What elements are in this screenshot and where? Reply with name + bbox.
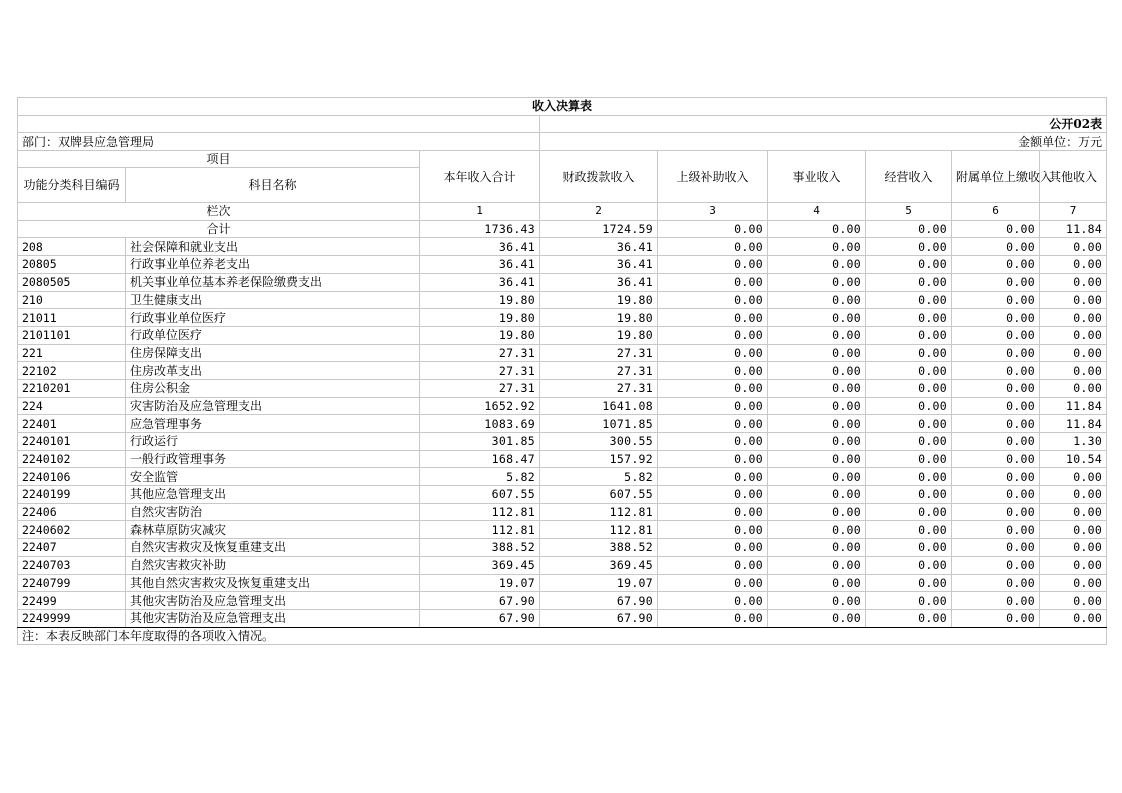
total-value: 1724.59 [540,220,658,238]
amount-cell: 67.90 [540,592,658,610]
amount-cell: 0.00 [952,291,1040,309]
amount-cell: 0.00 [768,291,866,309]
amount-cell: 0.00 [768,609,866,627]
amount-cell: 67.90 [540,609,658,627]
amount-cell: 27.31 [420,379,540,397]
amount-cell: 0.00 [952,521,1040,539]
column-index: 1 [420,203,540,221]
header-other-income: 其他收入 [1040,151,1107,203]
function-code-cell: 210 [18,291,126,309]
amount-cell: 0.00 [658,539,768,557]
amount-cell: 388.52 [420,539,540,557]
amount-cell: 0.00 [768,556,866,574]
subject-name-cell: 其他灾害防治及应急管理支出 [126,592,420,610]
amount-cell: 0.00 [768,362,866,380]
subject-name-cell: 行政事业单位养老支出 [126,256,420,274]
amount-cell: 0.00 [768,521,866,539]
form-code: 公开02表 [540,115,1107,133]
total-value: 0.00 [768,220,866,238]
column-index: 7 [1040,203,1107,221]
amount-cell: 0.00 [952,503,1040,521]
function-code-cell: 2240101 [18,433,126,451]
amount-cell: 0.00 [658,379,768,397]
amount-cell: 0.00 [866,362,952,380]
amount-cell: 0.00 [1040,291,1107,309]
function-code-cell: 2240799 [18,574,126,592]
amount-cell: 0.00 [768,539,866,557]
table-row [18,503,1107,521]
subject-name-cell: 社会保障和就业支出 [126,238,420,256]
table-row [18,397,1107,415]
subject-name-cell: 行政事业单位医疗 [126,309,420,327]
function-code-cell: 22499 [18,592,126,610]
amount-cell: 0.00 [658,291,768,309]
amount-cell: 0.00 [952,450,1040,468]
amount-cell: 0.00 [866,344,952,362]
amount-cell: 0.00 [768,574,866,592]
amount-cell: 0.00 [658,486,768,504]
amount-cell: 0.00 [768,379,866,397]
amount-cell: 0.00 [866,450,952,468]
amount-cell: 0.00 [952,433,1040,451]
total-label: 合计 [18,220,420,238]
amount-cell: 0.00 [952,415,1040,433]
amount-cell: 10.54 [1040,450,1107,468]
income-final-accounts-table [17,97,1107,645]
amount-cell: 36.41 [420,256,540,274]
amount-cell: 0.00 [866,256,952,274]
table-row [18,238,1107,256]
table-row [18,574,1107,592]
amount-cell: 19.80 [540,309,658,327]
header-fiscal-appropriation: 财政拨款收入 [540,151,658,203]
subject-name-cell: 机关事业单位基本养老保险缴费支出 [126,273,420,291]
subject-name-cell: 住房改革支出 [126,362,420,380]
amount-cell: 0.00 [1040,503,1107,521]
amount-cell: 0.00 [952,238,1040,256]
amount-cell: 1641.08 [540,397,658,415]
amount-cell: 0.00 [658,238,768,256]
amount-cell: 0.00 [952,556,1040,574]
header-total-income: 本年收入合计 [420,151,540,203]
amount-cell: 0.00 [658,273,768,291]
table-row [18,273,1107,291]
amount-cell: 0.00 [1040,273,1107,291]
amount-cell: 0.00 [866,433,952,451]
amount-cell: 19.80 [420,291,540,309]
amount-cell: 0.00 [866,521,952,539]
amount-cell: 0.00 [658,397,768,415]
function-code-cell: 224 [18,397,126,415]
amount-cell: 0.00 [658,574,768,592]
amount-cell: 0.00 [866,397,952,415]
column-index: 6 [952,203,1040,221]
function-code-cell: 2249999 [18,609,126,627]
header-function-code: 功能分类科目编码 [18,168,126,203]
amount-cell: 19.80 [420,309,540,327]
table-row [18,433,1107,451]
amount-cell: 0.00 [658,344,768,362]
amount-cell: 0.00 [952,326,1040,344]
amount-cell: 0.00 [658,521,768,539]
subject-name-cell: 安全监管 [126,468,420,486]
amount-cell: 0.00 [866,415,952,433]
amount-cell: 0.00 [658,326,768,344]
table-row [18,379,1107,397]
table-row [18,609,1107,627]
amount-cell: 0.00 [952,344,1040,362]
function-code-cell: 21011 [18,309,126,327]
amount-cell: 36.41 [540,238,658,256]
amount-cell: 112.81 [540,521,658,539]
amount-cell: 11.84 [1040,415,1107,433]
column-index: 5 [866,203,952,221]
amount-cell: 0.00 [866,468,952,486]
total-row [18,220,1107,238]
function-code-cell: 2240602 [18,521,126,539]
total-value: 0.00 [658,220,768,238]
amount-cell: 67.90 [420,592,540,610]
amount-cell: 19.07 [540,574,658,592]
header-business-income: 事业收入 [768,151,866,203]
table-row [18,362,1107,380]
amount-cell: 0.00 [866,503,952,521]
amount-cell: 0.00 [658,592,768,610]
amount-cell: 27.31 [540,362,658,380]
subject-name-cell: 其他灾害防治及应急管理支出 [126,609,420,627]
amount-cell: 112.81 [420,521,540,539]
amount-cell: 0.00 [952,468,1040,486]
column-index: 4 [768,203,866,221]
column-index: 2 [540,203,658,221]
amount-cell: 11.84 [1040,397,1107,415]
amount-cell: 607.55 [540,486,658,504]
subject-name-cell: 自然灾害救灾及恢复重建支出 [126,539,420,557]
amount-cell: 19.80 [540,326,658,344]
total-value: 0.00 [866,220,952,238]
function-code-cell: 2240102 [18,450,126,468]
amount-cell: 0.00 [768,415,866,433]
table-row [18,521,1107,539]
amount-cell: 0.00 [658,256,768,274]
amount-cell: 112.81 [420,503,540,521]
amount-cell: 36.41 [540,273,658,291]
amount-cell: 157.92 [540,450,658,468]
amount-cell: 0.00 [1040,344,1107,362]
amount-cell: 1652.92 [420,397,540,415]
amount-cell: 0.00 [658,433,768,451]
subject-name-cell: 自然灾害救灾补助 [126,556,420,574]
amount-cell: 301.85 [420,433,540,451]
department-label: 部门：双牌县应急管理局 [18,133,540,151]
amount-cell: 0.00 [658,362,768,380]
amount-cell: 0.00 [866,539,952,557]
amount-cell: 0.00 [1040,468,1107,486]
table-row [18,291,1107,309]
function-code-cell: 22407 [18,539,126,557]
table-row [18,256,1107,274]
amount-cell: 0.00 [1040,362,1107,380]
subject-name-cell: 森林草原防灾减灾 [126,521,420,539]
table-title: 收入决算表 [18,98,1107,116]
subject-name-cell: 应急管理事务 [126,415,420,433]
amount-cell: 0.00 [658,309,768,327]
amount-cell: 0.00 [866,326,952,344]
amount-cell: 0.00 [768,273,866,291]
amount-cell: 0.00 [952,592,1040,610]
table-row [18,309,1107,327]
amount-cell: 0.00 [1040,574,1107,592]
amount-cell: 0.00 [1040,309,1107,327]
amount-cell: 0.00 [952,397,1040,415]
amount-cell: 0.00 [866,379,952,397]
amount-cell: 0.00 [866,273,952,291]
table-row [18,486,1107,504]
amount-cell: 27.31 [540,379,658,397]
function-code-cell: 221 [18,344,126,362]
table-row [18,415,1107,433]
amount-cell: 0.00 [952,379,1040,397]
amount-cell: 0.00 [768,503,866,521]
function-code-cell: 2240703 [18,556,126,574]
amount-cell: 5.82 [540,468,658,486]
function-code-cell: 22406 [18,503,126,521]
amount-cell: 0.00 [1040,256,1107,274]
header-superior-subsidy: 上级补助收入 [658,151,768,203]
table-row [18,592,1107,610]
subject-name-cell: 住房保障支出 [126,344,420,362]
subject-name-cell: 行政单位医疗 [126,326,420,344]
amount-cell: 0.00 [1040,379,1107,397]
amount-cell: 5.82 [420,468,540,486]
total-value: 0.00 [952,220,1040,238]
amount-cell: 0.00 [866,574,952,592]
amount-cell: 0.00 [1040,539,1107,557]
amount-cell: 0.00 [952,574,1040,592]
amount-cell: 0.00 [658,415,768,433]
amount-cell: 67.90 [420,609,540,627]
table-note: 注：本表反映部门本年度取得的各项收入情况。 [18,627,1107,645]
function-code-cell: 208 [18,238,126,256]
amount-cell: 19.80 [420,326,540,344]
amount-cell: 369.45 [540,556,658,574]
amount-cell: 0.00 [658,503,768,521]
amount-cell: 0.00 [1040,521,1107,539]
amount-cell: 19.80 [540,291,658,309]
function-code-cell: 2080505 [18,273,126,291]
table-row [18,450,1107,468]
table-row [18,556,1107,574]
amount-cell: 0.00 [952,273,1040,291]
amount-cell: 0.00 [866,291,952,309]
table-row [18,468,1107,486]
amount-cell: 0.00 [866,486,952,504]
amount-cell: 36.41 [540,256,658,274]
function-code-cell: 22102 [18,362,126,380]
function-code-cell: 22401 [18,415,126,433]
amount-cell: 1.30 [1040,433,1107,451]
amount-cell: 0.00 [1040,609,1107,627]
amount-cell: 0.00 [866,238,952,256]
amount-cell: 300.55 [540,433,658,451]
subject-name-cell: 自然灾害防治 [126,503,420,521]
amount-cell: 168.47 [420,450,540,468]
amount-cell: 388.52 [540,539,658,557]
amount-cell: 27.31 [420,344,540,362]
amount-cell: 112.81 [540,503,658,521]
header-item: 项目 [18,151,420,168]
amount-cell: 0.00 [658,468,768,486]
total-value: 1736.43 [420,220,540,238]
amount-cell: 0.00 [952,256,1040,274]
amount-cell: 0.00 [768,326,866,344]
amount-cell: 0.00 [1040,326,1107,344]
amount-cell: 0.00 [768,256,866,274]
function-code-cell: 20805 [18,256,126,274]
amount-cell: 369.45 [420,556,540,574]
amount-cell: 0.00 [768,238,866,256]
amount-cell: 1083.69 [420,415,540,433]
function-code-cell: 2240199 [18,486,126,504]
amount-cell: 27.31 [540,344,658,362]
table-row [18,326,1107,344]
amount-cell: 19.07 [420,574,540,592]
amount-cell: 0.00 [866,309,952,327]
amount-cell: 0.00 [1040,556,1107,574]
amount-cell: 0.00 [768,309,866,327]
header-subject-name: 科目名称 [126,168,420,203]
amount-cell: 36.41 [420,273,540,291]
amount-cell: 0.00 [1040,238,1107,256]
amount-cell: 0.00 [768,433,866,451]
amount-cell: 0.00 [866,556,952,574]
amount-cell: 0.00 [768,397,866,415]
amount-cell: 0.00 [952,609,1040,627]
amount-cell: 0.00 [1040,592,1107,610]
amount-cell: 607.55 [420,486,540,504]
amount-cell: 27.31 [420,362,540,380]
function-code-cell: 2101101 [18,326,126,344]
amount-cell: 0.00 [866,592,952,610]
header-operating-income: 经营收入 [866,151,952,203]
amount-cell: 0.00 [952,539,1040,557]
amount-cell: 0.00 [768,486,866,504]
amount-unit-label: 金额单位：万元 [540,133,1107,151]
amount-cell: 0.00 [952,486,1040,504]
header-affiliated-income: 附属单位上缴收入 [952,151,1040,203]
amount-cell: 0.00 [658,450,768,468]
amount-cell: 0.00 [768,592,866,610]
table-row [18,539,1107,557]
amount-cell: 0.00 [866,609,952,627]
amount-cell: 0.00 [768,344,866,362]
subject-name-cell: 灾害防治及应急管理支出 [126,397,420,415]
subject-name-cell: 其他自然灾害救灾及恢复重建支出 [126,574,420,592]
subject-name-cell: 住房公积金 [126,379,420,397]
amount-cell: 36.41 [420,238,540,256]
amount-cell: 0.00 [952,309,1040,327]
function-code-cell: 2210201 [18,379,126,397]
total-value: 11.84 [1040,220,1107,238]
amount-cell: 0.00 [952,362,1040,380]
subject-name-cell: 行政运行 [126,433,420,451]
column-index: 3 [658,203,768,221]
table-row [18,344,1107,362]
amount-cell: 0.00 [768,468,866,486]
amount-cell: 0.00 [658,609,768,627]
subject-name-cell: 一般行政管理事务 [126,450,420,468]
function-code-cell: 2240106 [18,468,126,486]
amount-cell: 0.00 [658,556,768,574]
column-index-label: 栏次 [18,203,420,221]
subject-name-cell: 其他应急管理支出 [126,486,420,504]
amount-cell: 1071.85 [540,415,658,433]
amount-cell: 0.00 [768,450,866,468]
subject-name-cell: 卫生健康支出 [126,291,420,309]
amount-cell: 0.00 [1040,486,1107,504]
